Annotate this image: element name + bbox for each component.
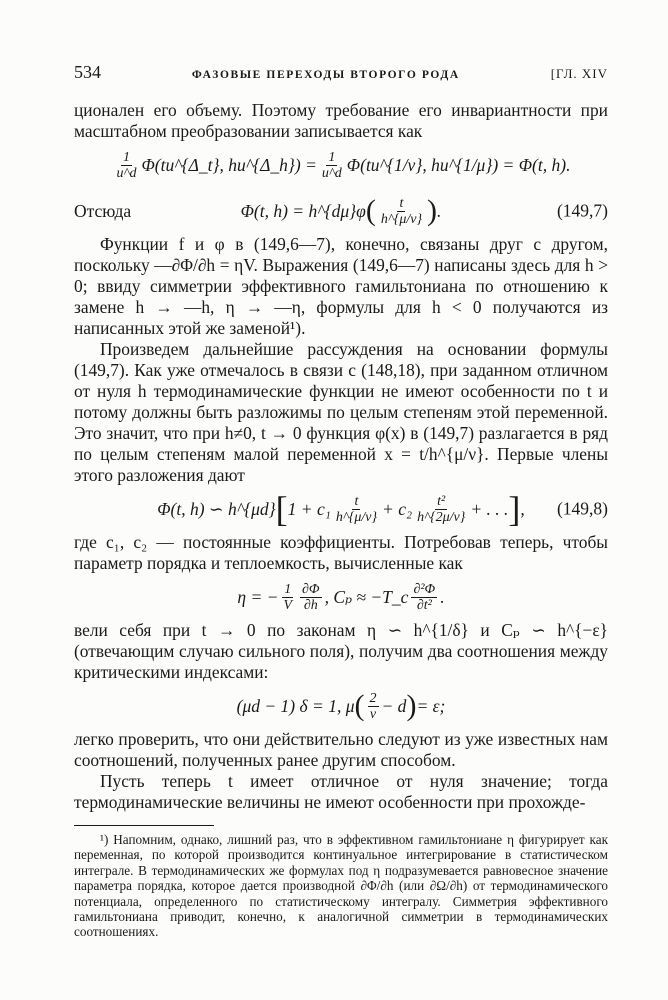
equation-149-7: Отсюда Φ(t, h) = h^{dμ}φ ( $\frac{t}{h\^{}\{\mu/\nu\}}$ ) . (149,7) (74, 194, 608, 227)
chapter-marker: [ГЛ. XIV (550, 66, 608, 81)
fraction-t2-over-h: $\frac{\text{t²}}{h\^{}\{2\mu/\nu\}}$ (417, 493, 466, 525)
fraction-1-over-V: $\frac{1}{V}$ (283, 581, 293, 613)
bracket-open: [ (275, 489, 288, 529)
paragraph-3: Произведем дальнейшие рассуждения на основании формулы (149,7). Как уже отмечалось в связи с (148,18), при заданном отличном от нуля h термодинамические функции не имеют особенности по t и потому должны быть разложимы по целым степеням этой переменной. Это значит, что при h≠0, t → 0 функция φ(x) в (149,7) разлагается в ряд по целым степеням малой переменной x = t/h^{μ/ν}. Первые члены этого разложения дают (74, 339, 608, 485)
footnote-divider (74, 825, 214, 826)
running-title: ФАЗОВЫЕ ПЕРЕХОДЫ ВТОРОГО РОДА (191, 69, 460, 81)
paragraph-7: Пусть теперь t имеет отличное от нуля значение; тогда термодинамические величины не имеют особенности при прохожде- (74, 771, 608, 812)
footnote (74, 832, 608, 940)
fraction-dphi-dh: $\frac{\partial\Phi}{\partial h}$ (302, 581, 320, 613)
paragraph-6: легко проверить, что они действительно следуют из уже известных нам соотношений, полученных ранее другим способом. (74, 729, 608, 770)
page-number: 534 (74, 62, 101, 82)
equation-indices: (μd − 1) δ = 1, μ ( $\frac{2}{\nu}$ − d ) = ε; (236, 689, 446, 722)
otsyuda-label: Отсюда (74, 200, 132, 221)
paren-open-2: ( (354, 689, 365, 722)
paren-open: ( (365, 194, 376, 227)
equation-label-149-8: (149,8) (556, 498, 608, 519)
page-body (74, 100, 608, 940)
fraction-t-over-h-mu-nu: $\frac{t}{h\^{}\{\mu/\nu\}}$ (335, 493, 378, 525)
equation-149-8: Φ(t, h) ∽ h^{μd} [ 1 + c₁ $\frac{t}{h\^{}\{\mu/\nu\}}$ + c₂ $\frac{\text{t²}}{h\^{}\{2\mu/\nu\}}$ + . . . ] , (149,8) (157, 489, 608, 529)
fraction-t-over-h: $\frac{t}{h\^{}\{\mu/\nu\}}$ (380, 195, 423, 227)
footnote-text: ¹) Напомним, однако, лишний раз, что в эффективном гамильтониане η фигурирует как переменная, по которой производится континуальное интегрирование в статистическом интеграле. В термодинамических же формулах под η подразумевается равновесное значение параметра порядка, которое дается производной ∂Φ/∂h (или ∂Ω/∂h) от термодинамического потенциала, определенного по статистическому интегралу. Симметрия эффективного гамильтониана приводит, конечно, к аналогичной симметрии в термодинамических соотношениях. (74, 832, 608, 940)
equation-scaling-lhs: Φ(tu^{Δ_t}, hu^{Δ_h}) = (141, 154, 317, 175)
fraction-2-over-nu: $\frac{2}{\nu}$ (369, 690, 377, 722)
paren-close-2: ) (406, 689, 417, 722)
equation-149-8-lhs: Φ(t, h) ∽ h^{μd} (157, 498, 276, 519)
paragraph-1: ционален его объему. Поэтому требование его инвариантности при масштабном преобразовании записывается как (74, 100, 608, 141)
equation-eta-cp: η = − $\frac{1}{V}$ $\frac{\partial\Phi}{\partial h}$ , Cₚ ≈ −T_c $\frac{\text{∂²Φ}}{\text{∂t²}}$ . (237, 581, 445, 613)
fraction-1-over-ud-2: $\frac{1}{u\^{}d}$ (321, 149, 342, 181)
page-header (74, 62, 608, 86)
equation-scaling-rhs: Φ(tu^{1/ν}, hu^{1/μ}) = Φ(t, h). (346, 154, 571, 175)
paragraph-5: вели себя при t → 0 по законам η ∽ h^{1/δ} и Cₚ ∽ h^{−ε} (отвечающим случаю сильного поля), получим два соотношения между критическими индексами: (74, 620, 608, 682)
fraction-d2phi-dt2: $\frac{\text{∂²Φ}}{\text{∂t²}}$ (413, 581, 436, 613)
bracket-close: ] (508, 489, 521, 529)
equation-label-149-7: (149,7) (556, 200, 608, 221)
paragraph-4: где c₁, c₂ — постоянные коэффициенты. Потребовав теперь, чтобы параметр порядка и теплоемкость, вычисленные как (74, 532, 608, 573)
fraction-1-over-ud: $\frac{1}{u\^{}d}$ (116, 149, 137, 181)
equation-149-7-lhs: Φ(t, h) = h^{dμ}φ (240, 200, 366, 221)
equation-scaling (74, 142, 608, 188)
paren-close: ) (427, 194, 438, 227)
paragraph-2: Функции f и φ в (149,6—7), конечно, связаны друг с другом, поскольку —∂Φ/∂h = ηV. Выражения (149,6—7) написаны здесь для h > 0; ввиду симметрии эффективного гамильтониана по отношению к замене h → —h, η → —η, формулы для h < 0 получаются из написанных этой же заменой¹). (74, 234, 608, 338)
